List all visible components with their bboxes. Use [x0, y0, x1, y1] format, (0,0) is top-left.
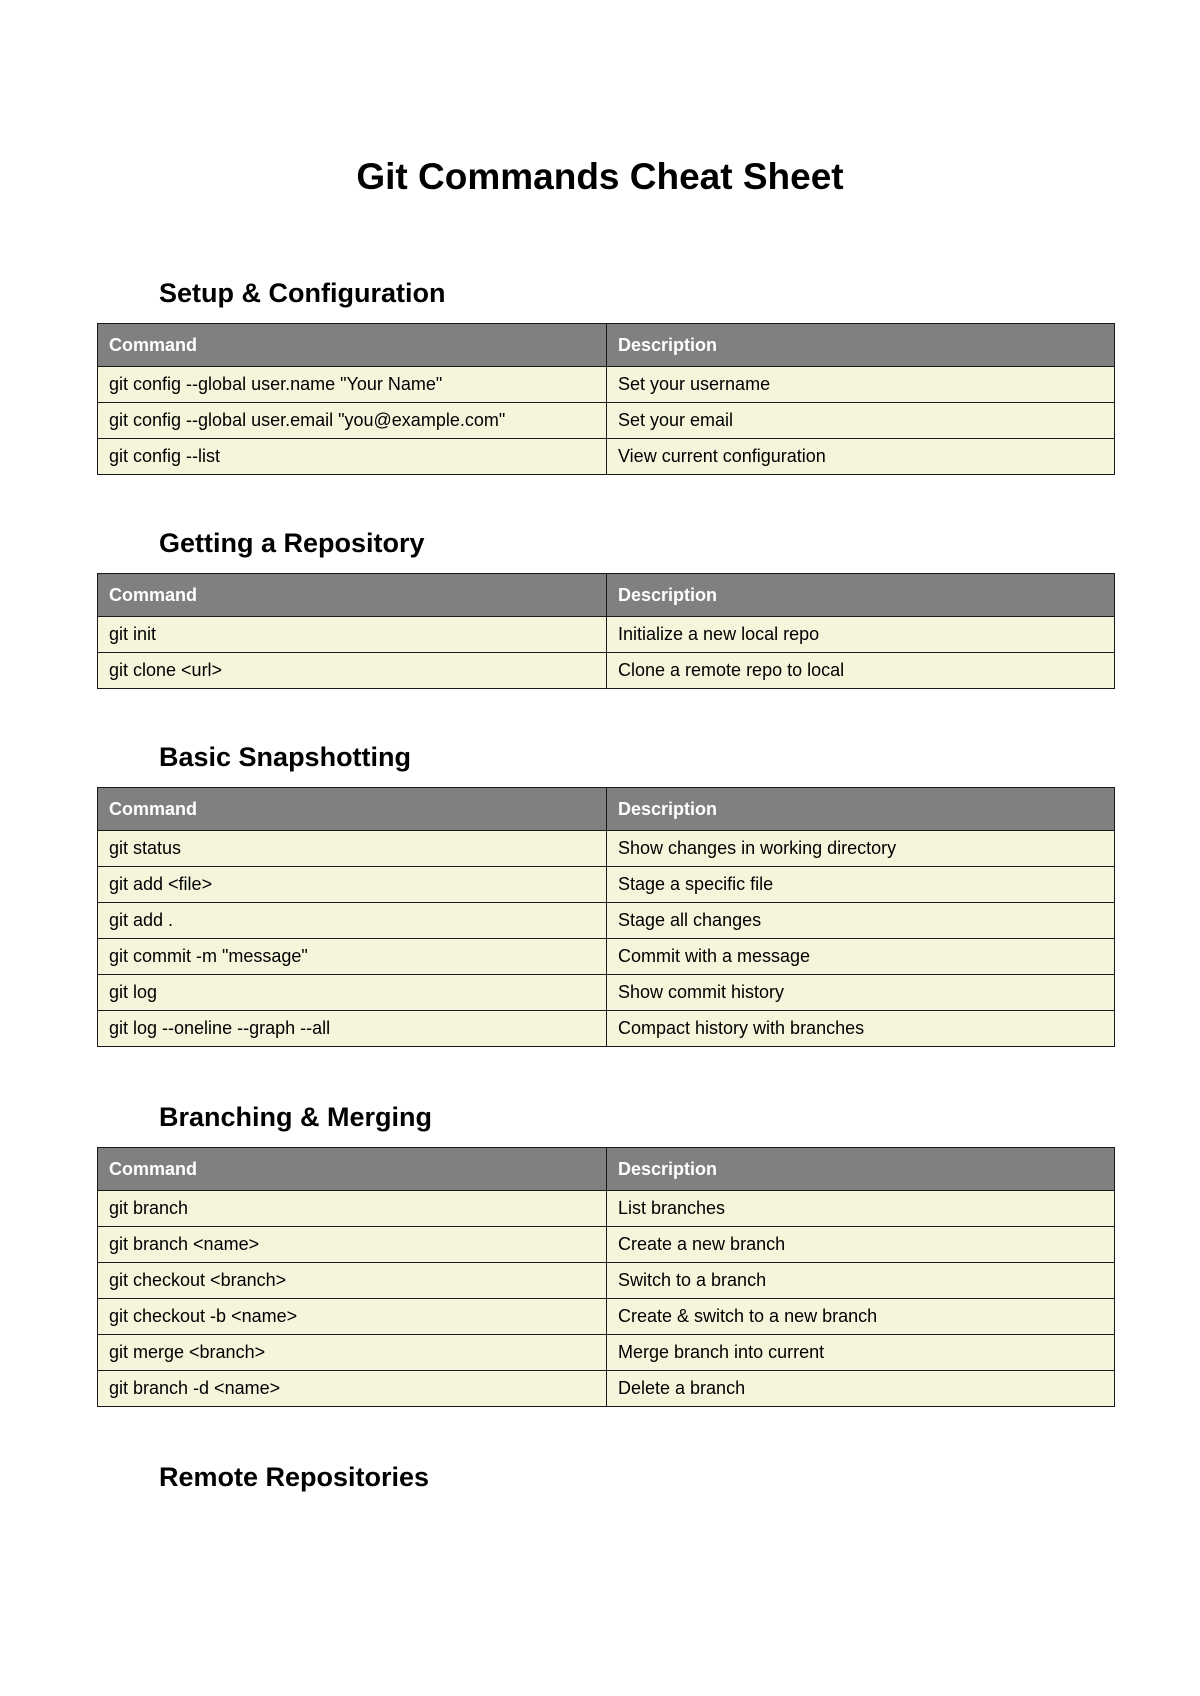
command-table	[97, 573, 1115, 689]
command-cell: git init	[98, 617, 607, 653]
column-header-command: Command	[98, 1148, 607, 1191]
command-cell: git add .	[98, 903, 607, 939]
command-cell: git branch	[98, 1191, 607, 1227]
description-cell: Set your username	[607, 367, 1115, 403]
column-header-description: Description	[607, 574, 1115, 617]
table-row	[98, 975, 1115, 1011]
description-cell: Clone a remote repo to local	[607, 653, 1115, 689]
command-table	[97, 787, 1115, 1047]
command-cell: git branch -d <name>	[98, 1371, 607, 1407]
section-heading: Basic Snapshotting	[159, 742, 412, 772]
command-cell: git status	[98, 831, 607, 867]
description-cell: Stage a specific file	[607, 867, 1115, 903]
description-cell: View current configuration	[607, 439, 1115, 475]
command-cell: git add <file>	[98, 867, 607, 903]
description-cell: Set your email	[607, 403, 1115, 439]
table-row	[98, 939, 1115, 975]
column-header-description: Description	[607, 1148, 1115, 1191]
table-row	[98, 1371, 1115, 1407]
description-cell: Stage all changes	[607, 903, 1115, 939]
table-row	[98, 439, 1115, 475]
table-header-row	[98, 574, 1115, 617]
command-cell: git commit -m "message"	[98, 939, 607, 975]
table-row	[98, 1191, 1115, 1227]
command-cell: git merge <branch>	[98, 1335, 607, 1371]
command-cell: git branch <name>	[98, 1227, 607, 1263]
command-cell: git config --global user.email "you@example.com"	[98, 403, 607, 439]
column-header-command: Command	[98, 574, 607, 617]
section-heading: Remote Repositories	[159, 1462, 430, 1492]
command-table	[97, 1147, 1115, 1407]
table-header-row	[98, 324, 1115, 367]
page-title: Git Commands Cheat Sheet	[356, 156, 844, 197]
table-row	[98, 1263, 1115, 1299]
column-header-description: Description	[607, 788, 1115, 831]
command-table	[97, 323, 1115, 475]
column-header-command: Command	[98, 788, 607, 831]
table-row	[98, 1335, 1115, 1371]
command-cell: git checkout <branch>	[98, 1263, 607, 1299]
description-cell: Show commit history	[607, 975, 1115, 1011]
command-cell: git clone <url>	[98, 653, 607, 689]
column-header-description: Description	[607, 324, 1115, 367]
table-row	[98, 831, 1115, 867]
description-cell: Delete a branch	[607, 1371, 1115, 1407]
table-row	[98, 653, 1115, 689]
table-header-row	[98, 788, 1115, 831]
command-cell: git log --oneline --graph --all	[98, 1011, 607, 1047]
table-row	[98, 1227, 1115, 1263]
section-setup-configuration	[97, 280, 1113, 475]
section-heading: Getting a Repository	[159, 528, 425, 558]
section-heading: Branching & Merging	[159, 1102, 433, 1132]
table-row	[98, 1011, 1115, 1047]
table-row	[98, 867, 1115, 903]
table-row	[98, 1299, 1115, 1335]
description-cell: Initialize a new local repo	[607, 617, 1115, 653]
section-basic-snapshotting	[97, 744, 1113, 1047]
description-cell: Commit with a message	[607, 939, 1115, 975]
command-cell: git config --list	[98, 439, 607, 475]
description-cell: Show changes in working directory	[607, 831, 1115, 867]
table-row	[98, 367, 1115, 403]
description-cell: Create & switch to a new branch	[607, 1299, 1115, 1335]
command-cell: git log	[98, 975, 607, 1011]
command-cell: git checkout -b <name>	[98, 1299, 607, 1335]
table-row	[98, 903, 1115, 939]
column-header-command: Command	[98, 324, 607, 367]
section-remote-repositories	[97, 1464, 1113, 1507]
description-cell: Merge branch into current	[607, 1335, 1115, 1371]
table-header-row	[98, 1148, 1115, 1191]
section-branching-merging	[97, 1104, 1113, 1407]
section-getting-a-repository	[97, 530, 1113, 689]
description-cell: Compact history with branches	[607, 1011, 1115, 1047]
description-cell: List branches	[607, 1191, 1115, 1227]
table-row	[98, 617, 1115, 653]
command-cell: git config --global user.name "Your Name"	[98, 367, 607, 403]
description-cell: Create a new branch	[607, 1227, 1115, 1263]
description-cell: Switch to a branch	[607, 1263, 1115, 1299]
section-heading: Setup & Configuration	[159, 278, 446, 308]
table-row	[98, 403, 1115, 439]
